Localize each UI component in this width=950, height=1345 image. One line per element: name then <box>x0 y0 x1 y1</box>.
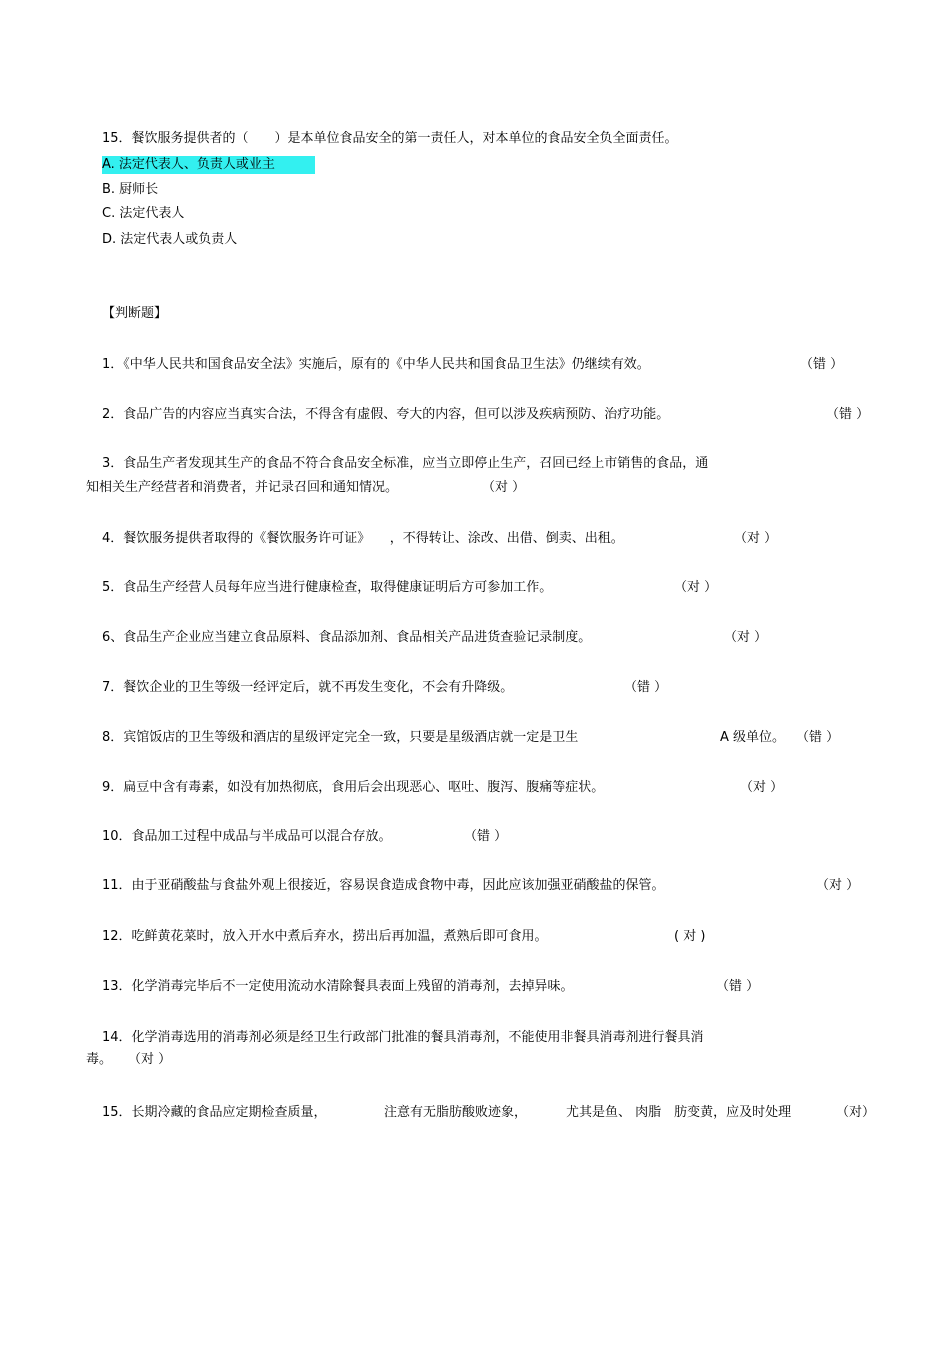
tf-item-1: 1．《中华人民共和国食品安全法》实施后，原有的《中华人民共和国食品卫生法》仍继续有效。 <box>102 357 650 372</box>
tf-answer-11: （对 ） <box>816 878 860 893</box>
tf-answer-2: （错 ） <box>826 407 870 422</box>
tf-item-9: 9．扁豆中含有毒素，如没有加热彻底，食用后会出现恶心、呕吐、腹泻、腹痛等症状。 <box>102 780 605 795</box>
tf-item-12: 12．吃鲜黄花菜时，放入开水中煮后弃水，捞出后再加温，煮熟后即可食用。 <box>102 929 548 944</box>
tf-answer-5: （对 ） <box>674 580 718 595</box>
tf-item-15-c: 尤其是鱼、 肉脂 肪变黄，应及时处理 <box>566 1105 792 1120</box>
mc-question: 15．餐饮服务提供者的（ ）是本单位食品安全的第一责任人，对本单位的食品安全负全面责任。 <box>102 131 678 146</box>
highlighted-answer: A. 法定代表人、负责人或业主 <box>102 156 315 174</box>
tf-item-13: 13．化学消毒完毕后不一定使用流动水清除餐具表面上残留的消毒剂，去掉异味。 <box>102 979 574 994</box>
tf-item-2: 2．食品广告的内容应当真实合法，不得含有虚假、夸大的内容，但可以涉及疾病预防、治疗功能。 <box>102 407 670 422</box>
tf-item-10: 10．食品加工过程中成品与半成品可以混合存放。 <box>102 829 392 844</box>
section-heading: 【判断题】 <box>102 306 168 321</box>
tf-item-6: 6、食品生产企业应当建立食品原料、食品添加剂、食品相关产品进货查验记录制度。 <box>102 630 592 645</box>
tf-item-8-b: A 级单位。 <box>720 730 786 745</box>
mc-option-c: C. 法定代表人 <box>102 206 185 221</box>
tf-item-3-cont: 知相关生产经营者和消费者，并记录召回和通知情况。 <box>86 480 399 495</box>
tf-answer-14: （对 ） <box>128 1052 172 1067</box>
tf-item-15: 15．长期冷藏的食品应定期检查质量， <box>102 1105 327 1120</box>
tf-item-3: 3．食品生产者发现其生产的食品不符合食品安全标准，应当立即停止生产，召回已经上市销售的食品，通 <box>102 456 709 471</box>
tf-item-4: 4．餐饮服务提供者取得的《餐饮服务许可证》 ，不得转让、涂改、出借、倒卖、出租。 <box>102 531 624 546</box>
tf-item-14-cont: 毒。 <box>86 1052 113 1067</box>
tf-item-11: 11．由于亚硝酸盐与食盐外观上很接近，容易误食造成食物中毒，因此应该加强亚硝酸盐的保管。 <box>102 878 665 893</box>
tf-item-7: 7．餐饮企业的卫生等级一经评定后，就不再发生变化，不会有升降级。 <box>102 680 514 695</box>
tf-item-15-b: 注意有无脂肪酸败迹象， <box>384 1105 528 1120</box>
tf-answer-15: （对） <box>836 1105 876 1120</box>
mc-option-b: B. 厨师长 <box>102 182 159 197</box>
tf-answer-4: （对 ） <box>734 531 778 546</box>
mc-option-a <box>102 156 315 174</box>
tf-answer-1: （错 ） <box>800 357 844 372</box>
tf-answer-6: （对 ） <box>724 630 768 645</box>
tf-answer-3: （对 ） <box>482 480 526 495</box>
tf-answer-10: （错 ） <box>464 829 508 844</box>
tf-item-5: 5．食品生产经营人员每年应当进行健康检查，取得健康证明后方可参加工作。 <box>102 580 553 595</box>
tf-answer-7: （错 ） <box>624 680 668 695</box>
tf-answer-12: ( 对 ) <box>674 929 706 944</box>
tf-item-8: 8．宾馆饭店的卫生等级和酒店的星级评定完全一致，只要是星级酒店就一定是卫生 <box>102 730 579 745</box>
tf-item-14: 14．化学消毒选用的消毒剂必须是经卫生行政部门批准的餐具消毒剂，不能使用非餐具消毒剂进行餐具消 <box>102 1030 704 1045</box>
mc-option-d: D. 法定代表人或负责人 <box>102 232 238 247</box>
tf-answer-13: （错 ） <box>716 979 760 994</box>
tf-answer-8: （错 ） <box>796 730 840 745</box>
tf-answer-9: （对 ） <box>740 780 784 795</box>
